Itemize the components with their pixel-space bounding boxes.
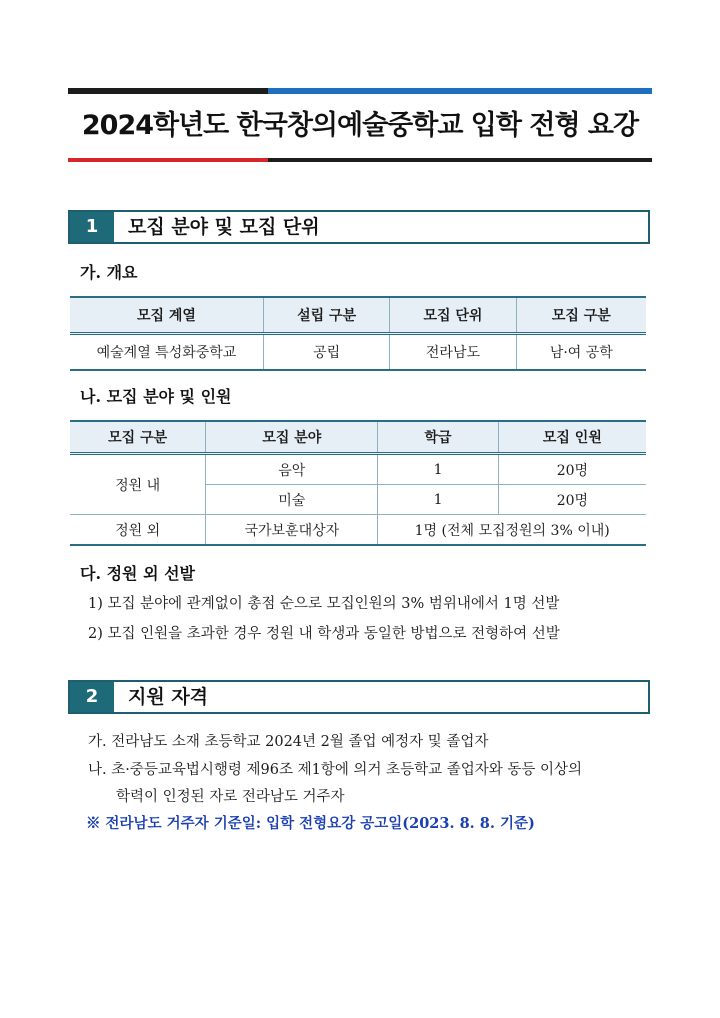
section-1-number: 1 bbox=[70, 212, 114, 242]
overview-header-cell: 모집 구분 bbox=[516, 297, 646, 334]
overview-header-cell: 모집 계열 bbox=[70, 297, 263, 334]
list-item: 1) 모집 분야에 관계없이 총점 순으로 모집인원의 3% 범위내에서 1명 선발 bbox=[88, 596, 560, 612]
field-cell: 국가보훈대상자 bbox=[206, 515, 378, 546]
list-item: 가. 전라남도 소재 초등학교 2024년 2월 졸업 예정자 및 졸업자 bbox=[88, 734, 489, 750]
document-title: 2024학년도 한국창의예술중학교 입학 전형 요강 bbox=[81, 110, 639, 141]
fields-table-header-row bbox=[70, 421, 646, 454]
quota-within-label: 정원 내 bbox=[70, 454, 206, 515]
section-2-number: 2 bbox=[70, 682, 114, 712]
outside-count-cell: 1명 (전체 모집정원의 3% 이내) bbox=[378, 515, 646, 546]
list-item: 나. 초·중등교육법시행령 제96조 제1항에 의거 초등학교 졸업자와 동등 이상의 bbox=[88, 762, 582, 778]
overview-header-cell: 모집 단위 bbox=[390, 297, 516, 334]
overview-table-row bbox=[70, 334, 646, 371]
fields-table-row bbox=[70, 515, 646, 546]
list-item: 2) 모집 인원을 초과한 경우 정원 내 학생과 동일한 방법으로 전형하여 선발 bbox=[88, 626, 560, 642]
section-1-header bbox=[68, 210, 650, 244]
overview-cell: 남·여 공학 bbox=[516, 334, 646, 371]
classes-cell: 1 bbox=[378, 485, 498, 515]
fields-header-cell: 모집 인원 bbox=[498, 421, 646, 454]
fields-header-cell: 모집 분야 bbox=[206, 421, 378, 454]
subsection-outside-quota-heading: 다. 정원 외 선발 bbox=[80, 564, 196, 583]
overview-cell: 전라남도 bbox=[390, 334, 516, 371]
count-cell: 20명 bbox=[498, 454, 646, 485]
overview-table-header-row bbox=[70, 297, 646, 334]
field-cell: 음악 bbox=[206, 454, 378, 485]
title-bottom-rule bbox=[68, 158, 652, 162]
count-cell: 20명 bbox=[498, 485, 646, 515]
residency-notice: ※ 전라남도 거주자 기준일: 입학 전형요강 공고일(2023. 8. 8. 기준) bbox=[86, 815, 535, 832]
overview-header-cell: 설립 구분 bbox=[263, 297, 389, 334]
fields-header-cell: 학급 bbox=[378, 421, 498, 454]
field-cell: 미술 bbox=[206, 485, 378, 515]
overview-cell: 공립 bbox=[263, 334, 389, 371]
fields-table bbox=[70, 420, 646, 546]
list-item-continuation: 학력이 인정된 자로 전라남도 거주자 bbox=[116, 789, 345, 805]
quota-outside-label: 정원 외 bbox=[70, 515, 206, 546]
overview-cell: 예술계열 특성화중학교 bbox=[70, 334, 263, 371]
overview-table bbox=[70, 296, 646, 371]
section-2-title: 지원 자격 bbox=[128, 686, 209, 708]
classes-cell: 1 bbox=[378, 454, 498, 485]
section-2-header bbox=[68, 680, 650, 714]
fields-header-cell: 모집 구분 bbox=[70, 421, 206, 454]
subsection-overview-heading: 가. 개요 bbox=[80, 263, 138, 282]
document-title-block bbox=[68, 88, 652, 162]
fields-table-row bbox=[70, 454, 646, 485]
section-1-title: 모집 분야 및 모집 단위 bbox=[128, 216, 320, 238]
subsection-fields-heading: 나. 모집 분야 및 인원 bbox=[80, 387, 232, 406]
